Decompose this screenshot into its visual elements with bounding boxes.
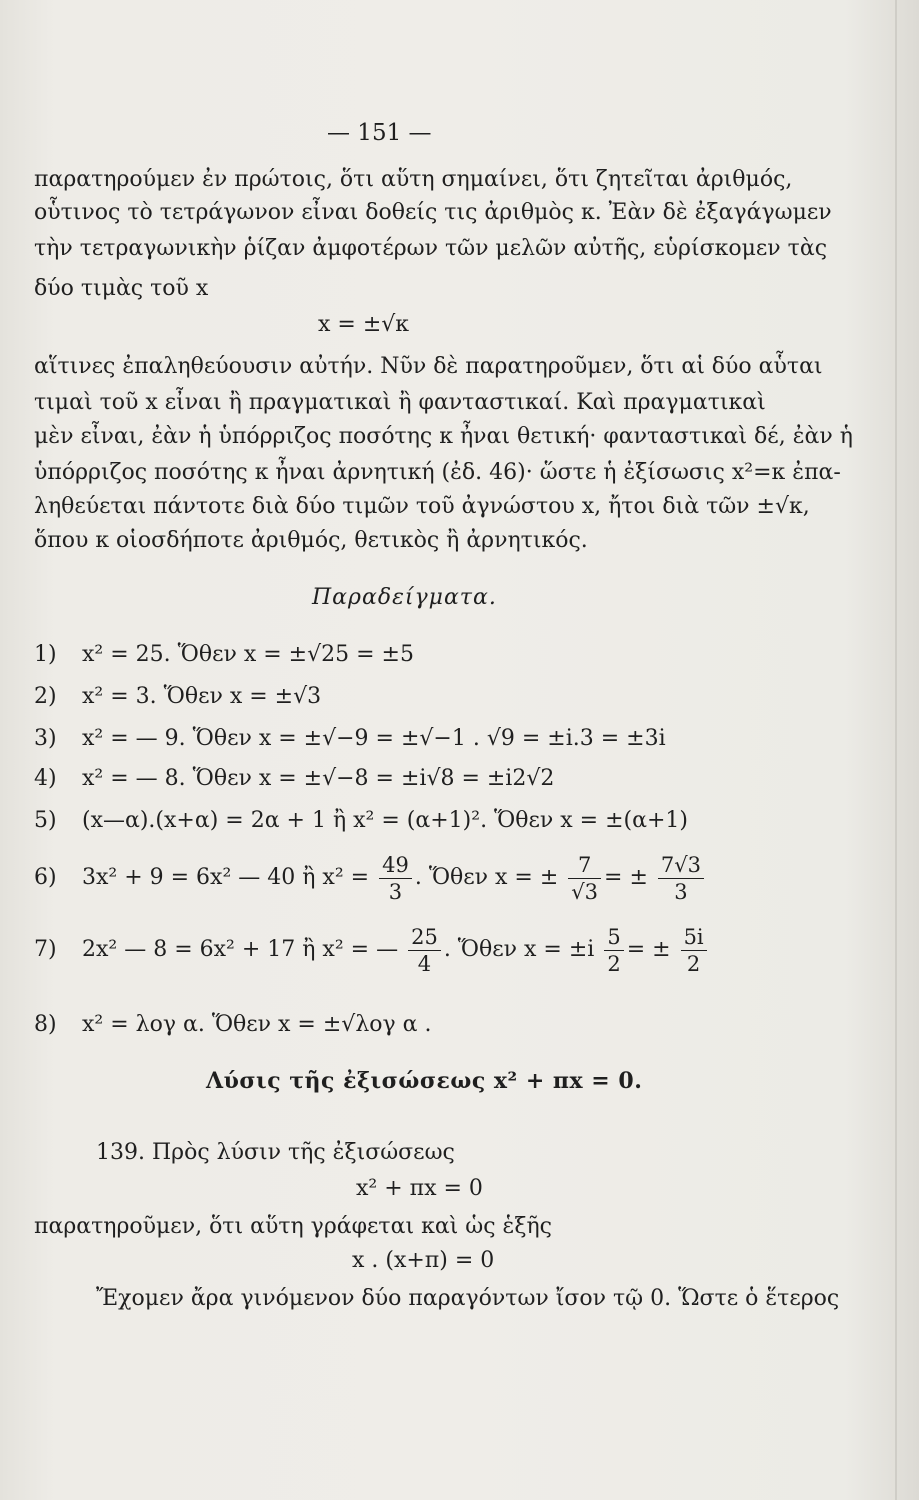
example-text: . Ὅθεν x = ±i — [443, 937, 595, 962]
text-line: τὴν τετραγωνικὴν ῥίζαν ἀμφοτέρων τῶν μελῶν αὐτῆς, εὑρίσκομεν τὰς — [34, 236, 828, 261]
page-number: — 151 — — [327, 120, 432, 146]
example-text: x² = 3. Ὅθεν x = ±√3 — [82, 684, 322, 709]
section-heading: Λύσις τῆς ἐξισώσεως x² + πx = 0. — [206, 1068, 643, 1094]
text-line: αἵτινες ἐπαληθεύουσιν αὐτήν. Νῦν δὲ παρατηροῦμεν, ὅτι αἱ δύο αὗται — [34, 354, 823, 379]
text-line: μὲν εἶναι, ἐὰν ἡ ὑπόρριζος ποσότης κ ἦναι θετική· φανταστικαὶ δέ, ἐὰν ἡ — [34, 424, 853, 449]
example-number: 2) — [34, 684, 57, 709]
example-text: . Ὅθεν x = ± — [414, 865, 559, 890]
example-text: (x—α).(x+α) = 2α + 1 ἢ x² = (α+1)². Ὅθεν x = ±(α+1) — [82, 808, 688, 833]
text-line: τιμαὶ τοῦ x εἶναι ἢ πραγματικαὶ ἢ φανταστικαί. Καὶ πραγματικαὶ — [34, 390, 766, 415]
example-item — [34, 682, 321, 712]
example-text: 3x² + 9 = 6x² — 40 ἢ x² = — [82, 865, 370, 890]
example-text: = ± — [626, 937, 671, 962]
fraction: $\frac{25}{4}$ — [408, 924, 441, 977]
example-number: 6) — [34, 865, 57, 890]
paragraph-start: 139. Πρὸς λύσιν τῆς ἐξισώσεως — [96, 1140, 455, 1165]
text-line: ὑπόρριζος ποσότης κ ἦναι ἀρνητική (ἐδ. 46)· ὥστε ἡ ἐξίσωσις x²=κ ἐπα- — [34, 460, 841, 485]
example-text: = ± — [604, 865, 648, 890]
text-line: Ἔχομεν ἄρα γινόμενον δύο παραγόντων ἴσον τῷ 0. Ὥστε ὁ ἕτερος — [96, 1286, 840, 1311]
example-item — [34, 806, 688, 836]
example-number: 8) — [34, 1012, 57, 1037]
equation: x . (x+π) = 0 — [352, 1248, 495, 1273]
text-line: ληθεύεται πάντοτε διὰ δύο τιμῶν τοῦ ἀγνώστου x, ἤτοι διὰ τῶν ±√κ, — [34, 494, 810, 519]
example-number: 7) — [34, 937, 57, 962]
equation: x = ±√κ — [318, 312, 410, 337]
example-item — [34, 848, 707, 908]
example-text: x² = — 8. Ὅθεν x = ±√−8 = ±i√8 = ±i2√2 — [82, 766, 555, 791]
fraction: $\frac{7√3}{3}$ — [658, 852, 704, 905]
fraction: $\frac{5}{2}$ — [604, 924, 623, 977]
example-item — [34, 724, 666, 754]
text-line: παρατηρούμεν ἐν πρώτοις, ὅτι αὕτη σημαίνει, ὅτι ζητεῖται ἀριθμός, — [34, 167, 793, 192]
example-text: x² = 25. Ὅθεν x = ±√25 = ±5 — [82, 642, 414, 667]
example-item — [34, 920, 710, 980]
example-number: 1) — [34, 642, 57, 667]
equation: x² + πx = 0 — [356, 1176, 483, 1201]
example-text: x² = — 9. Ὅθεν x = ±√−9 = ±√−1 . √9 = ±i.3 = ±3i — [82, 726, 666, 751]
example-item — [34, 1010, 432, 1040]
fraction: $\frac{49}{3}$ — [379, 852, 412, 905]
fraction: $\frac{7}{√3}$ — [568, 852, 601, 905]
page-edge — [895, 0, 897, 1500]
fraction: $\frac{5i}{2}$ — [681, 924, 707, 977]
text-line: δύο τιμὰς τοῦ x — [34, 276, 209, 301]
example-text: x² = λογ α. Ὅθεν x = ±√λογ α . — [82, 1012, 432, 1037]
example-number: 4) — [34, 766, 57, 791]
example-item — [34, 640, 414, 670]
example-text: 2x² — 8 = 6x² + 17 ἢ x² = — — [82, 937, 399, 962]
text-line: οὗτινος τὸ τετράγωνον εἶναι δοθείς τις ἀριθμὸς κ. Ἐὰν δὲ ἐξαγάγωμεν — [34, 200, 832, 225]
examples-heading: Παραδείγματα. — [312, 585, 497, 610]
text-line: ὅπου κ οἱοσδήποτε ἀριθμός, θετικὸς ἢ ἀρνητικός. — [34, 528, 588, 553]
example-number: 3) — [34, 726, 57, 751]
example-item — [34, 764, 554, 794]
example-number: 5) — [34, 808, 57, 833]
text-line: παρατηροῦμεν, ὅτι αὕτη γράφεται καὶ ὡς ἑξῆς — [34, 1214, 552, 1239]
